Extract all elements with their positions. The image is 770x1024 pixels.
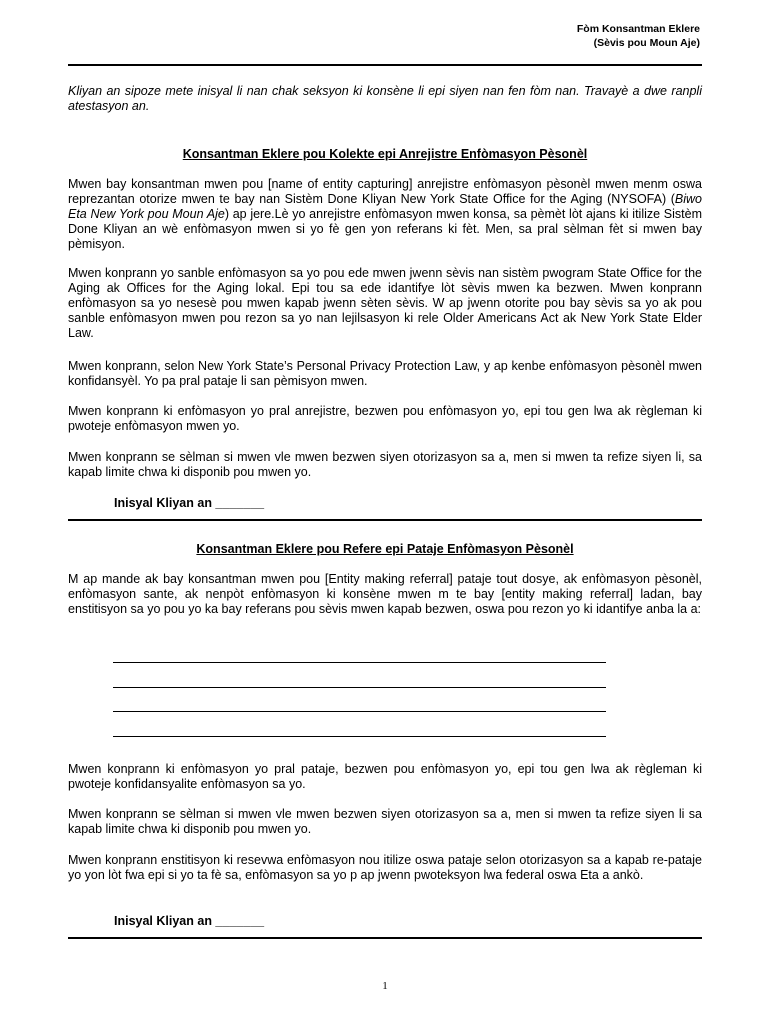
referral-entity-line-1[interactable]	[113, 662, 606, 663]
referral-entity-line-4[interactable]	[113, 736, 606, 737]
section-1-title: Konsantman Eklere pou Kolekte epi Anrejistre Enfòmasyon Pèsonèl	[182, 147, 588, 161]
section-1-paragraph-1	[68, 177, 702, 252]
intro-instructions: Kliyan an sipoze mete inisyal li nan chak seksyon ki konsène li epi siyen nan fen fòm nan. Travayè a dwe ranpli atestasyon an.	[68, 84, 702, 113]
form-title: Fòm Konsantman Eklere	[576, 23, 700, 35]
section-1-paragraph-1-text-a: Mwen bay konsantman mwen pou [name of entity capturing] anrejistre enfòmasyon pèsonèl mwen menm oswa reprezantan otorize mwen te bay nan Sistèm Done Kliyan New York State Office for the Aging (NYSOFA) (	[68, 177, 702, 206]
header-divider	[68, 64, 702, 66]
referral-entity-line-3[interactable]	[113, 711, 606, 712]
section-1-client-initials[interactable]: Inisyal Kliyan an _______	[114, 496, 265, 510]
page-header	[577, 22, 700, 50]
referral-entity-line-2[interactable]	[113, 687, 606, 688]
section-2-paragraph-2: Mwen konprann ki enfòmasyon yo pral pataje, bezwen pou enfòmasyon yo, epi tou gen lwa ak règleman ki pwoteje konfidansyalite enfòmasyon sa yo.	[68, 762, 702, 791]
section-2-client-initials[interactable]: Inisyal Kliyan an _______	[114, 914, 265, 928]
section-1-paragraph-2: Mwen konprann yo sanble enfòmasyon sa yo pou ede mwen jwenn sèvis nan sistèm pwogram State Office for the Aging ak Offices for the Aging lokal. Epi tou sa ede idantifye lòt sèvis mwen ka bezwen. Mwen konprann enfòmasyon sa yo nesesè pou mwen kapab jwenn sèten sèvis. W ap jwenn otorite pou bay sèvis sa yo ak pou sanble enfòmasyon mwen pou rezon sa yo nan lejilsasyon ki rele Older Americans Act ak New York State Elder Law.	[68, 266, 702, 340]
section-2-title: Konsantman Eklere pou Refere epi Pataje Enfòmasyon Pèsonèl	[196, 542, 574, 556]
section-1-paragraph-1-italic: Biwo Eta New York pou Moun Aje	[68, 192, 702, 221]
page-number: 1	[382, 980, 388, 992]
footer-divider	[68, 937, 702, 939]
section-1-paragraph-5: Mwen konprann se sèlman si mwen vle mwen bezwen siyen otorizasyon sa a, men si mwen ta refize siyen li, sa kapab limite chwa ki disponib pou mwen yo.	[68, 450, 702, 479]
section-2-paragraph-3: Mwen konprann se sèlman si mwen vle mwen bezwen siyen otorizasyon sa a, men si mwen ta refize siyen li sa kapab limite chwa ki disponib pou mwen yo.	[68, 807, 702, 836]
section-divider	[68, 519, 702, 521]
section-2-paragraph-1: M ap mande ak bay konsantman mwen pou [Entity making referral] pataje tout dosye, ak enfòmasyon pèsonèl, enfòmasyon sante, ak nenpòt enfòmasyon ki konsène mwen m te bay [entity making referral] ladan, bay enstitisyon sa yo pou yo ka bay referans pou sèvis mwen kapab bezwen, oswa pou rezon yo ki idantifye anba la a:	[68, 572, 702, 616]
form-subtitle: (Sèvis pou Moun Aje)	[593, 37, 700, 49]
section-1-paragraph-4: Mwen konprann ki enfòmasyon yo pral anrejistre, bezwen pou enfòmasyon yo, epi tou gen lwa ak règleman ki pwoteje enfòmasyon mwen yo.	[68, 404, 702, 433]
section-2-paragraph-4: Mwen konprann enstitisyon ki resevwa enfòmasyon nou itilize oswa pataje selon otorizasyon sa a kapab re-pataje yo yon lòt fwa epi si yo ta fè sa, enfòmasyon sa yo p ap jwenn pwoteksyon lwa federal oswa Eta a ankò.	[68, 853, 702, 882]
section-1-paragraph-1-text-b: ) ap jere.Lè yo anrejistre enfòmasyon mwen konsa, sa pèmèt lòt ajans ki itilize Sistèm Done Kliyan an wè enfòmasyon mwen si yo fè gen yon referans ki fèt. Men, sa pral sèlman fèt si mwen bay pèmisyon.	[68, 207, 702, 251]
section-1-paragraph-3: Mwen konprann, selon New York State’s Personal Privacy Protection Law, y ap kenbe enfòmasyon pèsonèl mwen konfidansyèl. Yo pa pral pataje li san pèmisyon mwen.	[68, 359, 702, 388]
